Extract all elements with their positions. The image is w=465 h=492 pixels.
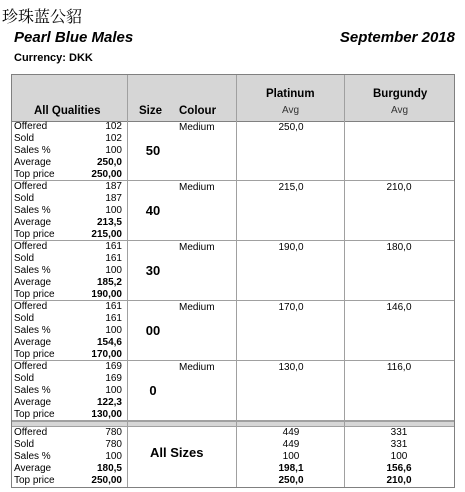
size-row — [12, 121, 454, 181]
size-row — [12, 181, 454, 241]
stat-value: 100 — [105, 265, 122, 276]
platinum-total: 250,0 — [278, 475, 304, 486]
stat-label: Top price — [14, 289, 55, 300]
burgundy-avg: 146,0 — [386, 302, 412, 313]
currency-label: Currency: DKK — [14, 52, 93, 64]
burgundy-total: 156,6 — [386, 463, 412, 474]
header-burgundy: Burgundy — [373, 88, 428, 100]
stat-label: Top price — [14, 229, 55, 240]
platinum-total: 449 — [282, 439, 300, 450]
stat-value: 102 — [105, 133, 122, 144]
stat-label: Sold — [14, 133, 35, 144]
stat-label: Sold — [14, 313, 35, 324]
stat-label: Sold — [14, 373, 35, 384]
colour-value: Medium — [179, 242, 215, 253]
size-value: 00 — [145, 323, 161, 338]
stat-value: 100 — [105, 205, 122, 216]
size-value: 40 — [145, 203, 161, 218]
colour-value: Medium — [179, 122, 215, 133]
header-platinum-avg: Avg — [282, 105, 300, 116]
stat-label: Offered — [14, 241, 48, 252]
report-date: September 2018 — [339, 29, 455, 46]
header-burgundy-avg: Avg — [391, 105, 409, 116]
column-divider — [236, 75, 237, 487]
size-row — [12, 301, 454, 361]
stat-label: Sales % — [14, 145, 51, 156]
stat-value: 215,00 — [91, 229, 122, 240]
column-divider — [344, 75, 345, 487]
stat-value: 250,00 — [91, 169, 122, 180]
stat-value: 102 — [105, 121, 122, 132]
platinum-total: 100 — [282, 451, 300, 462]
burgundy-avg: 180,0 — [386, 242, 412, 253]
stat-value: 180,5 — [96, 463, 122, 474]
page-heading: 珍珠蓝公貂 — [2, 7, 83, 26]
table-header — [12, 75, 454, 122]
stat-value: 154,6 — [96, 337, 122, 348]
column-divider — [127, 75, 128, 487]
stat-label: Offered — [14, 427, 48, 438]
all-sizes-label: All Sizes — [150, 445, 204, 460]
stat-value: 161 — [105, 241, 122, 252]
stat-label: Top price — [14, 475, 55, 486]
stat-value: 250,0 — [96, 157, 122, 168]
stat-label: Average — [14, 463, 52, 474]
size-value: 30 — [145, 263, 161, 278]
stat-value: 100 — [105, 385, 122, 396]
platinum-avg: 130,0 — [278, 362, 304, 373]
size-row — [12, 241, 454, 301]
burgundy-avg: 116,0 — [386, 362, 412, 373]
stat-label: Sold — [14, 193, 35, 204]
stat-label: Sales % — [14, 385, 51, 396]
stat-value: 122,3 — [96, 397, 122, 408]
stat-value: 780 — [105, 439, 122, 450]
stat-label: Average — [14, 277, 52, 288]
size-row — [12, 361, 454, 421]
stat-label: Sales % — [14, 451, 51, 462]
header-colour: Colour — [179, 105, 217, 117]
stat-label: Average — [14, 337, 52, 348]
size-value: 50 — [145, 143, 161, 158]
stat-value: 170,00 — [91, 349, 122, 360]
burgundy-total: 331 — [390, 427, 408, 438]
stat-value: 161 — [105, 301, 122, 312]
header-all-qualities: All Qualities — [34, 105, 101, 117]
stat-value: 185,2 — [96, 277, 122, 288]
platinum-avg: 250,0 — [278, 122, 304, 133]
stat-label: Offered — [14, 181, 48, 192]
stat-value: 190,00 — [91, 289, 122, 300]
stat-value: 130,00 — [91, 409, 122, 420]
stat-value: 100 — [105, 325, 122, 336]
burgundy-total: 210,0 — [386, 475, 412, 486]
stat-label: Average — [14, 157, 52, 168]
totals-row — [12, 427, 454, 487]
header-size: Size — [139, 105, 163, 117]
stat-value: 250,00 — [91, 475, 122, 486]
auction-results-table — [11, 74, 455, 488]
stat-label: Top price — [14, 349, 55, 360]
stat-value: 169 — [105, 361, 122, 372]
stat-label: Offered — [14, 121, 48, 132]
stat-label: Average — [14, 217, 52, 228]
stat-label: Top price — [14, 409, 55, 420]
colour-value: Medium — [179, 182, 215, 193]
stat-value: 161 — [105, 313, 122, 324]
stat-label: Offered — [14, 301, 48, 312]
stat-value: 187 — [105, 193, 122, 204]
stat-label: Sold — [14, 439, 35, 450]
platinum-total: 449 — [282, 427, 300, 438]
stat-value: 780 — [105, 427, 122, 438]
colour-value: Medium — [179, 302, 215, 313]
burgundy-total: 100 — [390, 451, 408, 462]
burgundy-total: 331 — [390, 439, 408, 450]
stat-label: Sales % — [14, 325, 51, 336]
header-platinum: Platinum — [266, 88, 315, 100]
burgundy-avg: 210,0 — [386, 182, 412, 193]
stat-value: 161 — [105, 253, 122, 264]
stat-value: 100 — [105, 145, 122, 156]
size-value: 0 — [149, 383, 157, 398]
platinum-avg: 190,0 — [278, 242, 304, 253]
colour-value: Medium — [179, 362, 215, 373]
stat-value: 213,5 — [96, 217, 122, 228]
stat-label: Top price — [14, 169, 55, 180]
stat-label: Sales % — [14, 265, 51, 276]
stat-label: Average — [14, 397, 52, 408]
platinum-avg: 215,0 — [278, 182, 304, 193]
stat-value: 169 — [105, 373, 122, 384]
platinum-total: 198,1 — [278, 463, 304, 474]
stat-value: 187 — [105, 181, 122, 192]
stat-value: 100 — [105, 451, 122, 462]
report-title: Pearl Blue Males — [14, 29, 134, 46]
stat-label: Offered — [14, 361, 48, 372]
platinum-avg: 170,0 — [278, 302, 304, 313]
stat-label: Sales % — [14, 205, 51, 216]
stat-label: Sold — [14, 253, 35, 264]
